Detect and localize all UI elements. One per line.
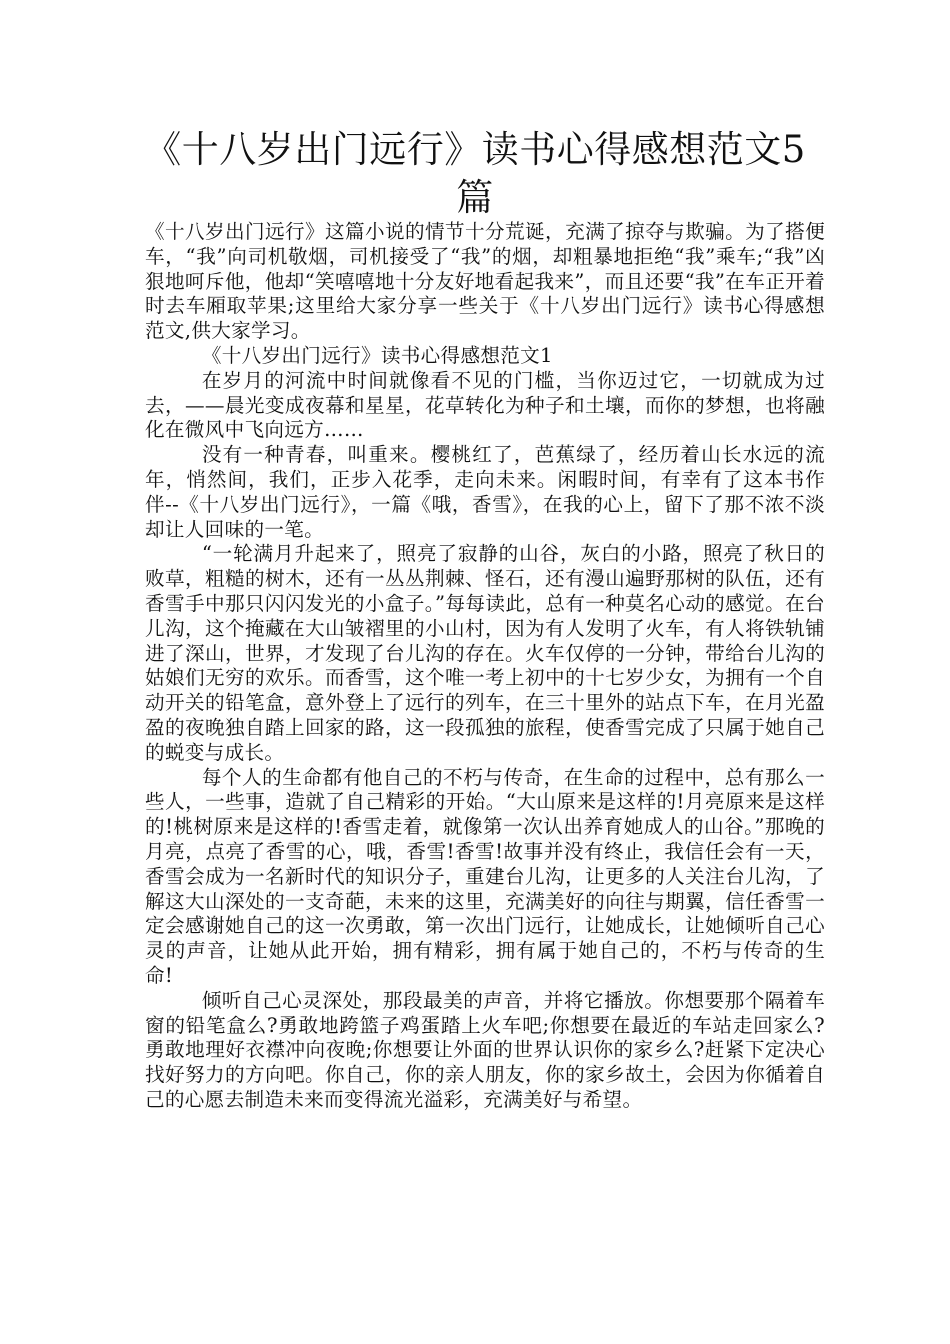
- document-body: [145, 220, 825, 1113]
- body-paragraph: 倾听自己心灵深处，那段最美的声音，并将它播放。你想要那个隔着车窗的铅笔盒么?勇敢地跨篮子鸡蛋踏上火车吧;你想要在最近的车站走回家么?勇敢地理好衣襟冲向夜晚;你想要让外面的世界认识你的家乡么?赶紧下定决心找好努力的方向吧。你自己，你的亲人朋友，你的家乡故土，会因为你循着自己的心愿去制造未来而变得流光溢彩，充满美好与希望。: [145, 988, 825, 1111]
- body-paragraph: “一轮满月升起来了，照亮了寂静的山谷，灰白的小路，照亮了秋日的败草，粗糙的树木，还有一丛丛荆棘、怪石，还有漫山遍野那树的队伍，还有香雪手中那只闪闪发光的小盒子。”每每读此，总有一种莫名心动的感觉。在台儿沟，这个掩藏在大山皱褶里的小山村，因为有人发明了火车，有人将铁轨铺进了深山，世界，才发现了台儿沟的存在。火车仅停的一分钟，带给台儿沟的姑娘们无穷的欢乐。而香雪，这个唯一考上初中的十七岁少女，为拥有一个自动开关的铅笔盒，意外登上了远行的列车，在三十里外的站点下车，在月光盈盈的夜晚独自踏上回家的路，这一段孤独的旅程，使香雪完成了只属于她自己的蜕变与成长。: [145, 542, 825, 764]
- body-paragraph: 在岁月的河流中时间就像看不见的门槛，当你迈过它，一切就成为过去，——晨光变成夜幕和星星，花草转化为种子和土壤，而你的梦想，也将融化在微风中飞向远方……: [145, 368, 825, 442]
- body-paragraph: 没有一种青春，叫重来。樱桃红了，芭蕉绿了，经历着山长水远的流年，悄然间，我们，正步入花季，走向未来。闲暇时间，有幸有了这本书作伴--《十八岁出门远行》，一篇《哦，香雪》，在我的心上，留下了那不浓不淡却让人回味的一笔。: [145, 443, 825, 541]
- body-paragraph: 每个人的生命都有他自己的不朽与传奇，在生命的过程中，总有那么一些人，一些事，造就了自己精彩的开始。“大山原来是这样的!月亮原来是这样的!桃树原来是这样的!香雪走着，就像第一次认出养育她成人的山谷。”那晚的月亮，点亮了香雪的心，哦，香雪!香雪!故事并没有终止，我信任会有一天，香雪会成为一名新时代的知识分子，重建台儿沟，让更多的人关注台儿沟，了解这大山深处的一支奇葩，未来的这里，充满美好的向往与期翼，信任香雪一定会感谢她自己的这一次勇敢，第一次出门远行，让她成长，让她倾听自己心灵的声音，让她从此开始，拥有精彩，拥有属于她自己的，不朽与传奇的生命!: [145, 765, 825, 987]
- intro-paragraph: 《十八岁出门远行》这篇小说的情节十分荒诞，充满了掠夺与欺骗。为了搭便车，“我”向司机敬烟，司机接受了“我”的烟，却粗暴地拒绝“我”乘车;“我”凶狠地呵斥他，他却“笑嘻嘻地十分友好地看起我来”，而且还要“我”在车正开着时去车厢取苹果;这里给大家分享一些关于《十八岁出门远行》读书心得感想范文,供大家学习。: [145, 220, 825, 343]
- document-title: 《十八岁出门远行》读书心得感想范文5篇: [144, 128, 806, 219]
- section-heading: 《十八岁出门远行》读书心得感想范文1: [201, 343, 553, 367]
